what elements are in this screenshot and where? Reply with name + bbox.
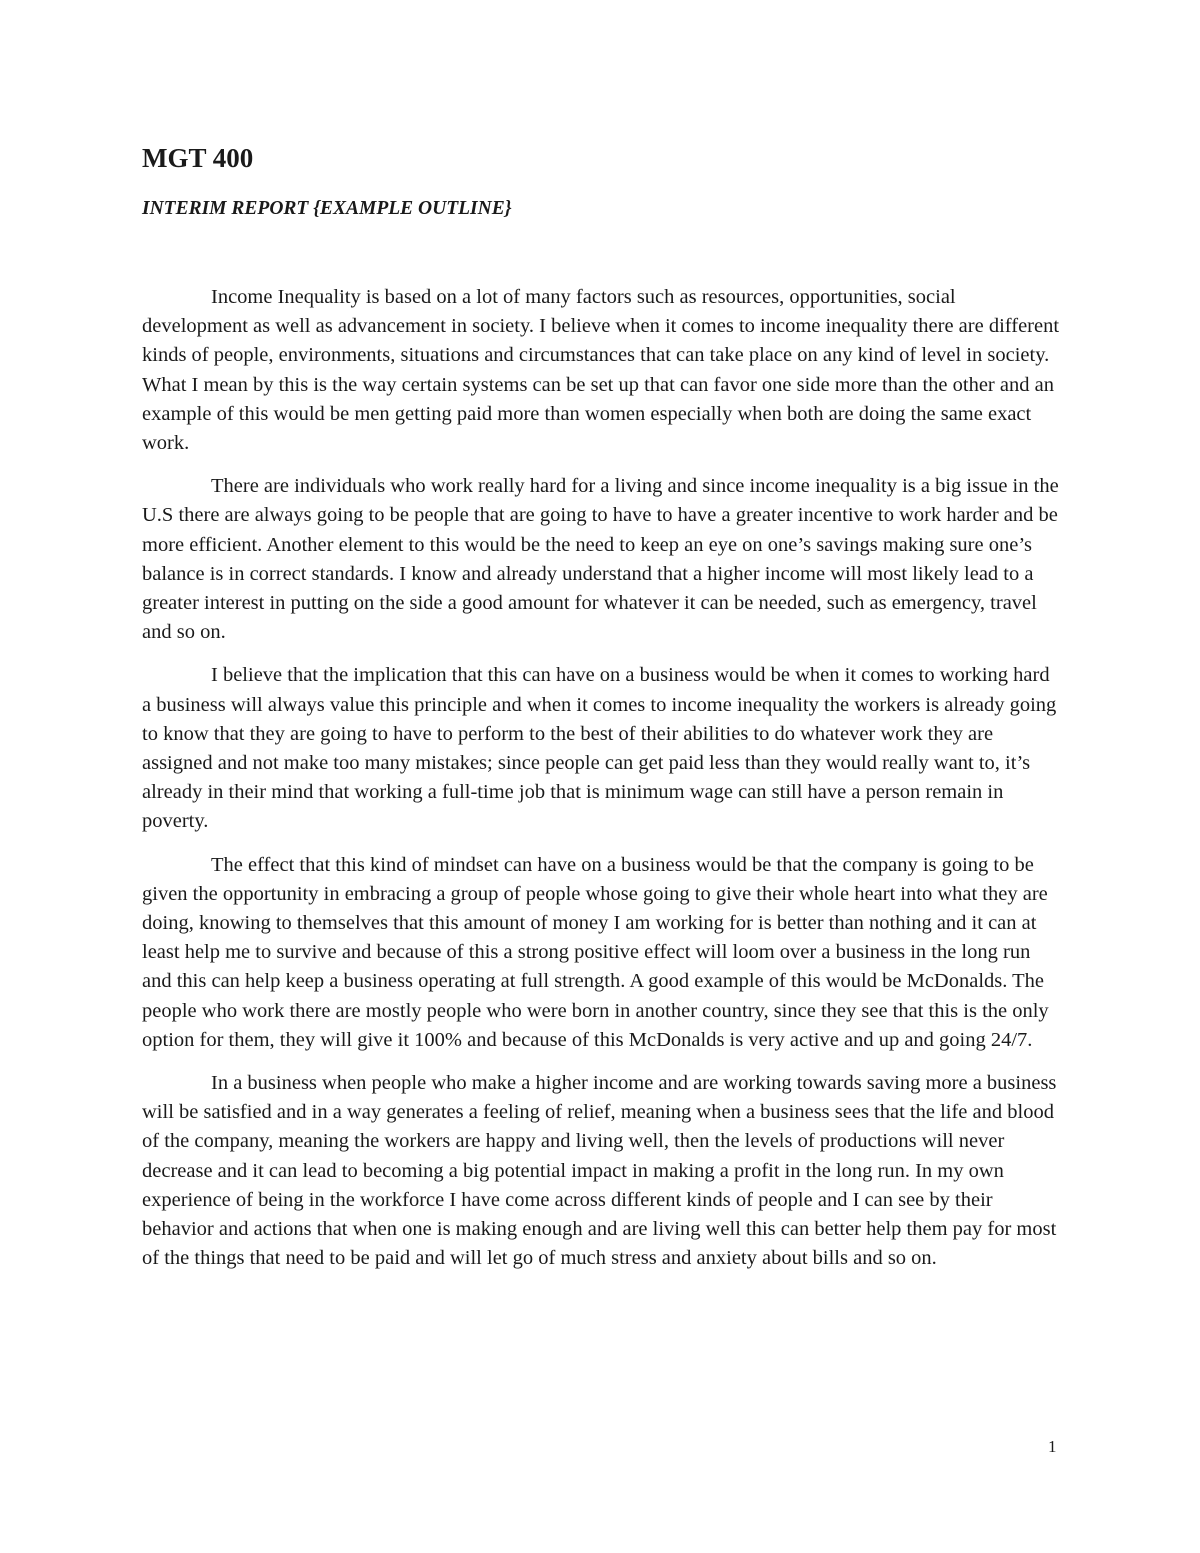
paragraph: Income Inequality is based on a lot of many factors such as resources, opportunities, social development as well as advancement in society. I believe when it comes to income inequality there are different kinds of people, environments, situations and circumstances that can take place on any kind of level in society. What I mean by this is the way certain systems can be set up that can favor one side more than the other and an example of this would be men getting paid more than women especially when both are doing the same exact work. bbox=[142, 286, 1060, 455]
document-title: MGT 400 bbox=[142, 143, 254, 173]
paragraph: In a business when people who make a higher income and are working towards saving more a business will be satisfied and in a way generates a feeling of relief, meaning when a business sees that the life and blood of the company, meaning the workers are happy and living well, then the levels of productions will never decrease and it can lead to becoming a big potential impact in making a profit in the long run. In my own experience of being in the workforce I have come across different kinds of people and I can see by their behavior and actions that when one is making enough and are living well this can better help them pay for most of the things that need to be paid and will let go of much stress and anxiety about bills and so on. bbox=[142, 1072, 1057, 1270]
document-subtitle: INTERIM REPORT {EXAMPLE OUTLINE} bbox=[142, 198, 512, 219]
document-body bbox=[142, 283, 1062, 1288]
page-number: 1 bbox=[1048, 1437, 1057, 1456]
paragraph: I believe that the implication that this can have on a business would be when it comes to working hard a business will always value this principle and when it comes to income inequality the workers is already going to know that they are going to have to perform to the best of their abilities to do whatever work they are assigned and not make too many mistakes; since people can get paid less than they would really want to, it’s already in their mind that working a full-time job that is minimum wage can still have a person remain in poverty. bbox=[142, 664, 1057, 833]
paragraph: There are individuals who work really hard for a living and since income inequality is a big issue in the U.S there are always going to be people that are going to have to have a greater incentive to work harder and be more efficient. Another element to this would be the need to keep an eye on one’s savings making sure one’s balance is in correct standards. I know and already understand that a higher income will most likely lead to a greater interest in putting on the side a good amount for whatever it can be needed, such as emergency, travel and so on. bbox=[142, 475, 1059, 644]
paragraph: The effect that this kind of mindset can have on a business would be that the company is going to be given the opportunity in embracing a group of people whose going to give their whole heart into what they are doing, knowing to themselves that this amount of money I am working for is better than nothing and it can at least help me to survive and because of this a strong positive effect will loom over a business in the long run and this can help keep a business operating at full strength. A good example of this would be McDonalds. The people who work there are mostly people who were born in another country, since they see that this is the only option for them, they will give it 100% and because of this McDonalds is very active and up and going 24/7. bbox=[142, 853, 1049, 1051]
